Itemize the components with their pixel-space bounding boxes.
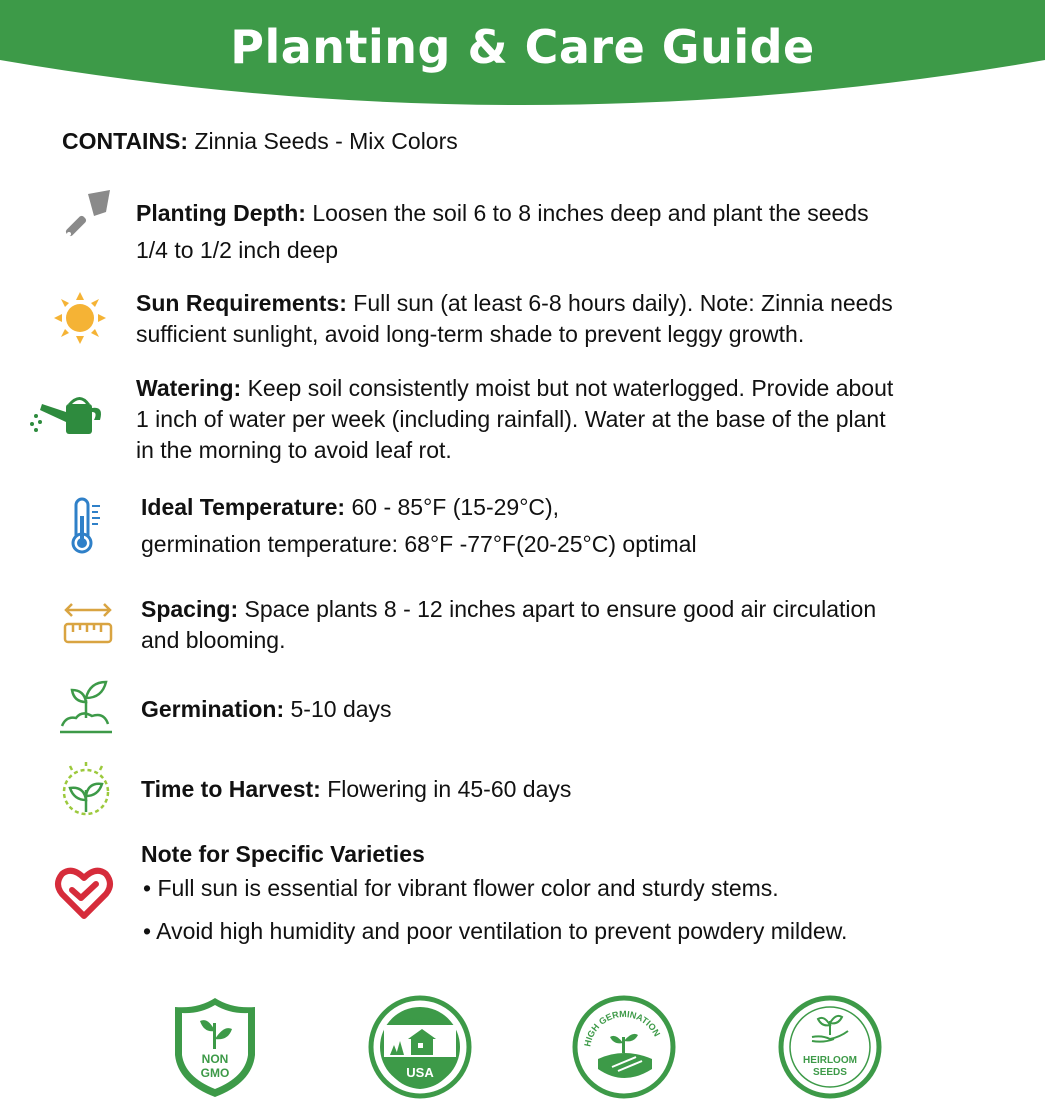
contains-label: CONTAINS: bbox=[62, 128, 189, 154]
planting-depth-label: Planting Depth: bbox=[136, 200, 306, 226]
made-in-usa-badge bbox=[368, 995, 472, 1104]
sun-line2: sufficient sunlight, avoid long-term shade to prevent leggy growth. bbox=[136, 321, 805, 347]
harvest-text bbox=[141, 774, 571, 805]
non-gmo-line2: GMO bbox=[200, 1066, 230, 1080]
planting-depth-line2: 1/4 to 1/2 inch deep bbox=[136, 237, 339, 263]
germination-text bbox=[141, 694, 392, 725]
spacing-line1: Space plants 8 - 12 inches apart to ensure good air circulation bbox=[238, 596, 877, 622]
sprout-icon bbox=[56, 678, 116, 743]
ideal-temperature-text bbox=[141, 492, 697, 560]
non-gmo-badge bbox=[172, 995, 258, 1104]
harvest-icon bbox=[56, 760, 116, 825]
contains-value: Zinnia Seeds - Mix Colors bbox=[188, 128, 458, 154]
temperature-line1: 60 - 85°F (15-29°C), bbox=[345, 494, 560, 520]
trowel-icon bbox=[58, 188, 116, 249]
ideal-temperature-label: Ideal Temperature: bbox=[141, 494, 346, 520]
germination-value: 5-10 days bbox=[284, 696, 392, 722]
note-bullet-2: • Avoid high humidity and poor ventilation to prevent powdery mildew. bbox=[143, 918, 848, 944]
thermometer-icon bbox=[68, 496, 108, 561]
made-in-text: MADE IN bbox=[405, 1018, 435, 1025]
note-title-text: Note for Specific Varieties bbox=[141, 841, 425, 867]
spacing-line2: and blooming. bbox=[141, 627, 286, 653]
note-title bbox=[141, 839, 425, 870]
watering-label: Watering: bbox=[136, 375, 242, 401]
harvest-label: Time to Harvest: bbox=[141, 776, 321, 802]
heart-check-icon bbox=[54, 864, 114, 925]
usa-text: USA bbox=[406, 1065, 434, 1080]
sun-requirements-label: Sun Requirements: bbox=[136, 290, 347, 316]
spacing-label: Spacing: bbox=[141, 596, 239, 622]
heirloom-seeds-badge bbox=[778, 995, 882, 1104]
header-banner bbox=[0, 0, 1045, 110]
note-bullet-1: • Full sun is essential for vibrant flower color and sturdy stems. bbox=[143, 875, 779, 901]
sun-requirements-text bbox=[136, 288, 893, 350]
planting-depth-line1: Loosen the soil 6 to 8 inches deep and plant the seeds bbox=[305, 200, 869, 226]
sun-line1: Full sun (at least 6-8 hours daily). Note: Zinnia needs bbox=[346, 290, 893, 316]
watering-can-icon bbox=[28, 390, 104, 445]
non-gmo-line1: NON bbox=[201, 1052, 229, 1066]
high-germination-badge bbox=[572, 995, 676, 1104]
badges-row bbox=[0, 995, 1045, 1105]
page-title: Planting & Care Guide bbox=[230, 20, 815, 74]
watering-text bbox=[136, 373, 893, 466]
ruler-icon bbox=[60, 600, 116, 653]
temperature-line2: germination temperature: 68°F -77°F(20-25°C) optimal bbox=[141, 531, 697, 557]
heirloom-text: HEIRLOOM bbox=[803, 1055, 857, 1066]
contains-line bbox=[62, 128, 458, 155]
high-germination-text: HIGH GERMINATION bbox=[582, 1008, 663, 1048]
sun-icon bbox=[52, 290, 108, 351]
planting-depth-text bbox=[136, 198, 869, 266]
watering-line2: 1 inch of water per week (including rainfall). Water at the base of the plant bbox=[136, 406, 886, 432]
watering-line3: in the morning to avoid leaf rot. bbox=[136, 437, 452, 463]
spacing-text bbox=[141, 594, 876, 656]
watering-line1: Keep soil consistently moist but not waterlogged. Provide about bbox=[241, 375, 894, 401]
seeds-text: SEEDS bbox=[813, 1067, 847, 1078]
germination-label: Germination: bbox=[141, 696, 285, 722]
harvest-value: Flowering in 45-60 days bbox=[320, 776, 572, 802]
